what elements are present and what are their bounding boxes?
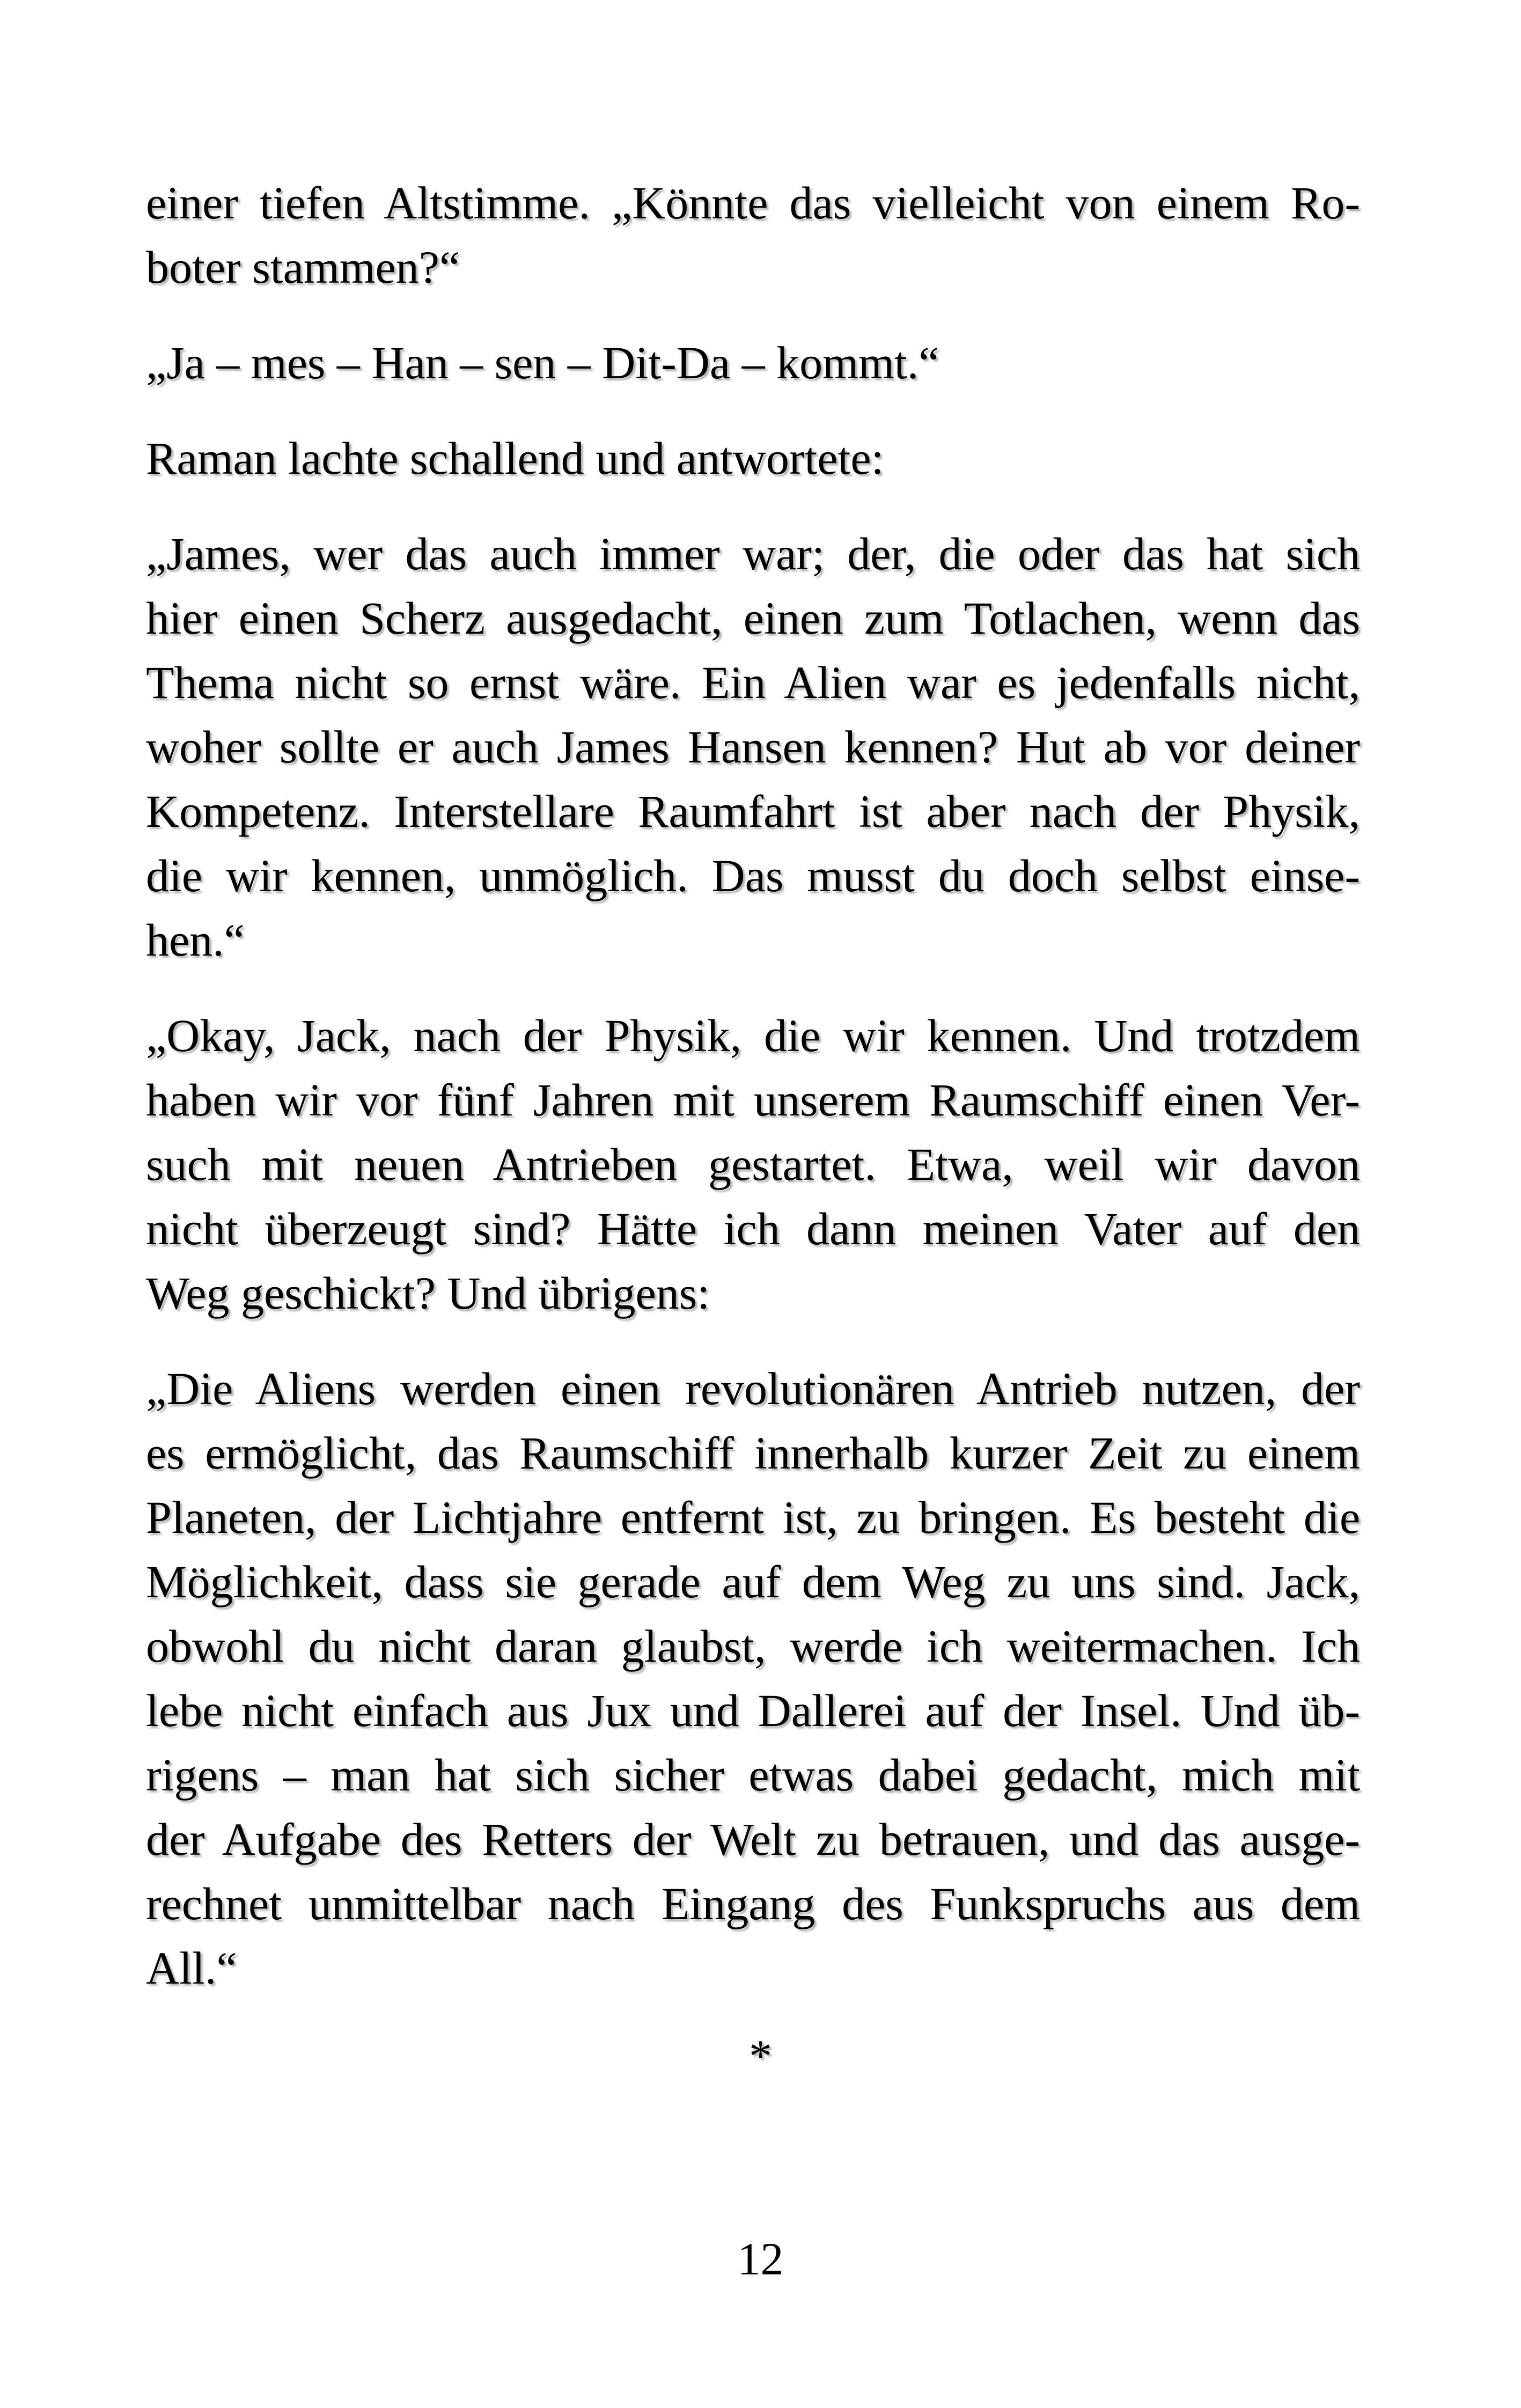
- text-line: „Die Aliens werden einen revolutionären Antrieb nutzen, der: [146, 1363, 1360, 1414]
- text-line: die wir kennen, unmöglich. Das musst du doch selbst einse-: [146, 850, 1360, 901]
- text-line: nicht überzeugt sind? Hätte ich dann meinen Vater auf den: [146, 1203, 1360, 1254]
- text-line: haben wir vor fünf Jahren mit unserem Raumschiff einen Ver-: [146, 1074, 1360, 1126]
- paragraph-3: [146, 426, 1360, 490]
- page-body: [146, 171, 1360, 2031]
- text-line: Weg geschickt? Und übrigens:: [146, 1267, 710, 1319]
- paragraph-6: [146, 1356, 1360, 2000]
- text-line: „Okay, Jack, nach der Physik, die wir kennen. Und trotzdem: [146, 1010, 1360, 1061]
- text-line: Thema nicht so ernst wäre. Ein Alien war es jedenfalls nicht,: [146, 657, 1360, 708]
- text-line: rechnet unmittelbar nach Eingang des Funkspruchs aus dem: [146, 1878, 1360, 1929]
- paragraph-2: [146, 331, 1360, 395]
- text-line: Möglichkeit, dass sie gerade auf dem Weg zu uns sind. Jack,: [146, 1556, 1360, 1607]
- text-line: einer tiefen Altstimme. „Könnte das vielleicht von einem Ro-: [146, 177, 1360, 229]
- paragraph-5: [146, 1003, 1360, 1325]
- text-line: lebe nicht einfach aus Jux und Dallerei auf der Insel. Und üb-: [146, 1685, 1360, 1736]
- text-line: „James, wer das auch immer war; der, die oder das hat sich: [146, 528, 1360, 579]
- text-line: such mit neuen Antrieben gestartet. Etwa, weil wir davon: [146, 1139, 1360, 1190]
- section-separator: *: [749, 2030, 772, 2082]
- text-line: boter stammen?“: [146, 241, 460, 293]
- paragraph-1: [146, 171, 1360, 299]
- text-line: „Ja – mes – Han – sen – Dit-Da – kommt.“: [146, 337, 939, 388]
- page-number: 12: [737, 2233, 784, 2285]
- text-line: Kompetenz. Interstellare Raumfahrt ist aber nach der Physik,: [146, 785, 1360, 837]
- text-line: hen.“: [146, 914, 245, 966]
- text-line: All.“: [146, 1942, 237, 1994]
- text-line: es ermöglicht, das Raumschiff innerhalb kurzer Zeit zu einem: [146, 1427, 1360, 1479]
- text-line: woher sollte er auch James Hansen kennen? Hut ab vor deiner: [146, 721, 1360, 773]
- text-line: obwohl du nicht daran glaubst, werde ich weitermachen. Ich: [146, 1620, 1360, 1672]
- text-line: der Aufgabe des Retters der Welt zu betrauen, und das ausge-: [146, 1814, 1360, 1865]
- paragraph-4: [146, 522, 1360, 972]
- text-line: Planeten, der Lichtjahre entfernt ist, zu bringen. Es besteht die: [146, 1492, 1360, 1543]
- text-line: Raman lachte schallend und antwortete:: [146, 432, 884, 484]
- text-line: rigens – man hat sich sicher etwas dabei gedacht, mich mit: [146, 1749, 1360, 1801]
- text-line: hier einen Scherz ausgedacht, einen zum Totlachen, wenn das: [146, 592, 1360, 644]
